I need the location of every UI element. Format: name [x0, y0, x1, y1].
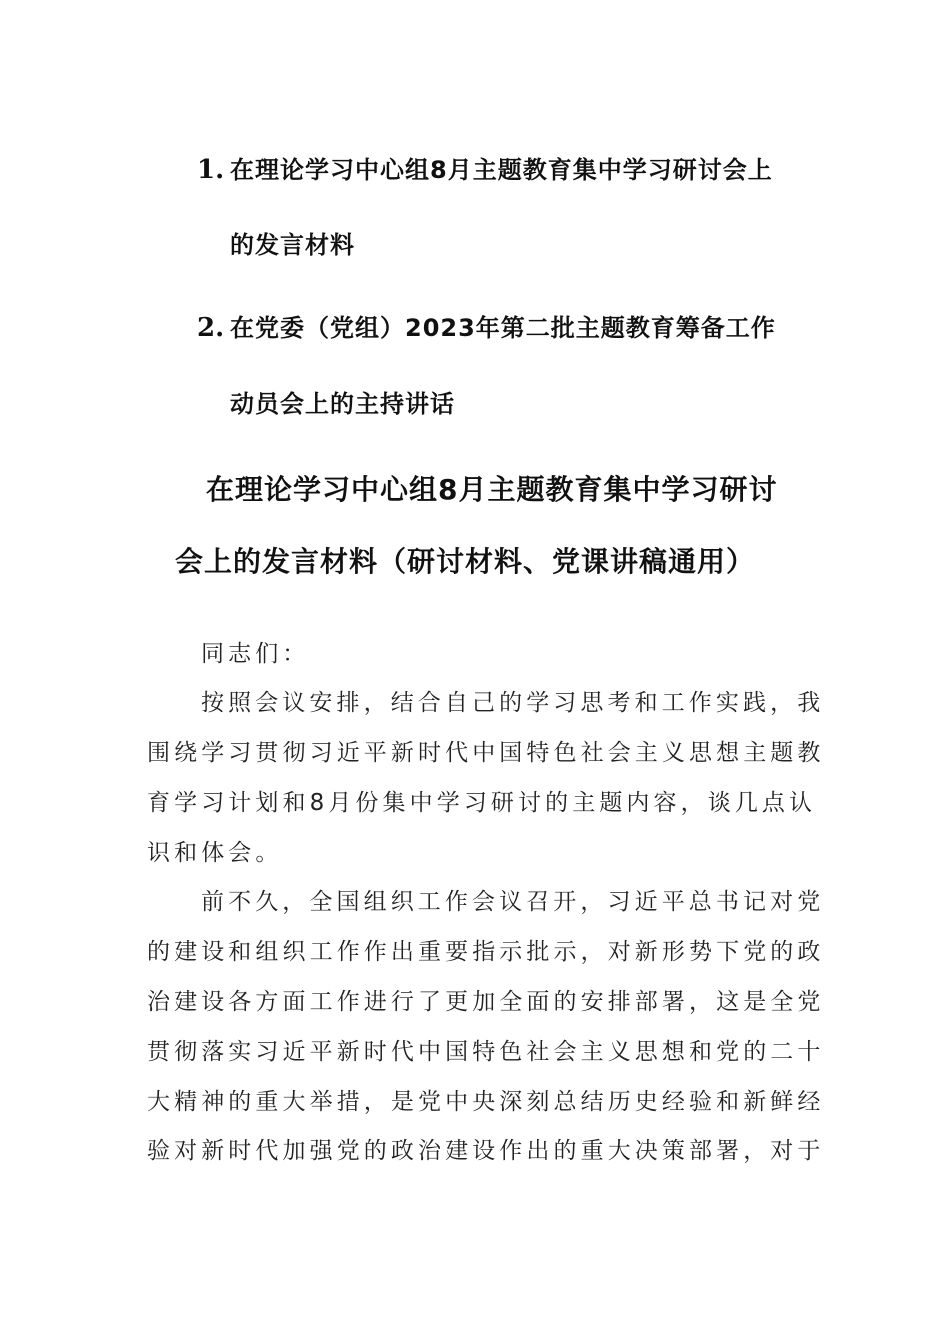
- body-line: 大精神的重大举措，是党中央深刻总结历史经验和新鲜经: [147, 1089, 825, 1115]
- body-line: 的建设和组织工作作出重要指示批示，对新形势下党的政: [147, 939, 825, 965]
- toc-item-1-line-1: 在理论学习中心组8月主题教育集中学习研讨会上: [230, 156, 773, 184]
- toc-item-1-line-2: 的发言材料: [230, 231, 355, 259]
- toc-item-2-line-1: 在党委（党组）2023年第二批主题教育筹备工作: [230, 314, 776, 342]
- toc-item-2-line-2: 动员会上的主持讲话: [230, 390, 455, 418]
- body-line: 验对新时代加强党的政治建设作出的重大决策部署，对于: [147, 1138, 825, 1164]
- body-line: 治建设各方面工作进行了更加全面的安排部署，这是全党: [147, 989, 825, 1015]
- body-line: 贯彻落实习近平新时代中国特色社会主义思想和党的二十: [147, 1039, 825, 1065]
- salutation: 同志们：: [201, 641, 310, 667]
- body-line: 识和体会。: [147, 840, 283, 866]
- body-line: 按照会议安排，结合自己的学习思考和工作实践，我: [201, 690, 825, 716]
- body-line: 育学习计划和8月份集中学习研讨的主题内容，谈几点认: [147, 790, 817, 816]
- body-line: 围绕学习贯彻习近平新时代中国特色社会主义思想主题教: [147, 740, 825, 766]
- body-line: 前不久，全国组织工作会议召开，习近平总书记对党: [201, 889, 825, 915]
- toc-item-2-number: 2.: [197, 313, 225, 343]
- document-title-line-1: 在理论学习中心组8月主题教育集中学习研讨: [206, 473, 778, 506]
- document-title-line-2: 会上的发言材料（研讨材料、党课讲稿通用）: [175, 545, 756, 578]
- toc-item-1-number: 1.: [197, 155, 225, 185]
